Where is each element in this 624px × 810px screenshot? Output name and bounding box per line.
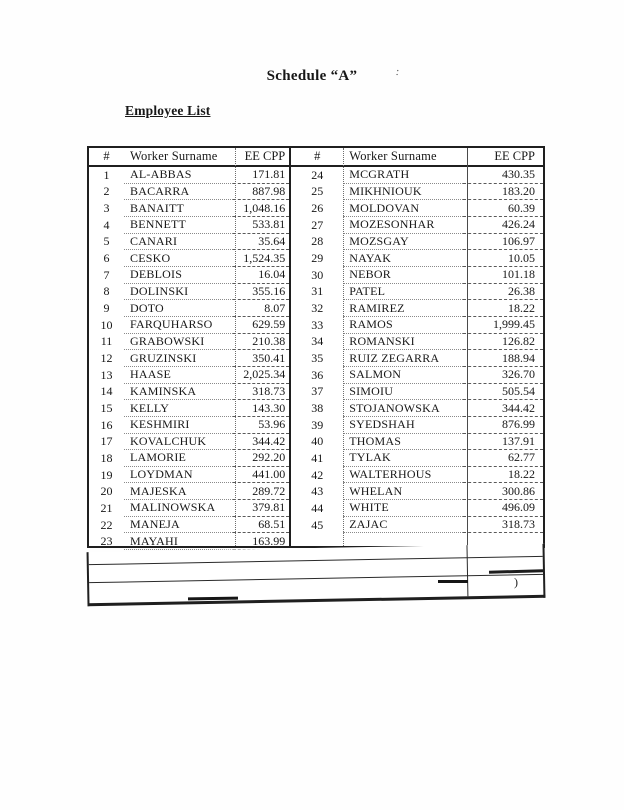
table-row (89, 500, 289, 517)
table-empty-rows-block (87, 544, 546, 606)
surname-cell: MAYAHI (124, 533, 233, 550)
surname-cell: MIKHNIOUK (343, 184, 463, 201)
cpp-amount-cell: 10.05 (463, 250, 543, 267)
header-cpp: EE CPP (244, 149, 286, 163)
surname-cell: BANAITT (124, 200, 233, 217)
cpp-amount-cell: 289.72 (233, 483, 289, 500)
table-row (291, 167, 543, 184)
cpp-amount-cell: 16.04 (233, 267, 289, 284)
table-row (291, 184, 543, 201)
surname-cell: MALINOWSKA (124, 500, 233, 517)
surname-cell: ZAJAC (343, 517, 463, 534)
cpp-amount-cell: 292.20 (233, 450, 289, 467)
surname-cell: DEBLOIS (124, 267, 233, 284)
table-row (89, 483, 289, 500)
cpp-amount-cell: 210.38 (233, 334, 289, 351)
table-row (291, 334, 543, 351)
cpp-amount-cell: 629.59 (233, 317, 289, 334)
cpp-amount-cell: 101.18 (463, 267, 543, 284)
header-number: # (314, 149, 321, 163)
cpp-amount-cell: 887.98 (233, 184, 289, 201)
table-row (89, 350, 289, 367)
row-number-cell: 31 (311, 284, 324, 299)
cpp-amount-cell: 62.77 (463, 450, 543, 467)
header-surname: Worker Surname (349, 149, 437, 163)
cpp-amount-cell: 318.73 (463, 517, 543, 534)
table-row (89, 250, 289, 267)
row-number-cell: 1 (103, 167, 110, 182)
row-number-cell: 2 (103, 184, 110, 199)
row-number-cell: 34 (311, 334, 324, 349)
row-number-cell: 28 (311, 234, 324, 249)
row-number-cell: 21 (100, 500, 113, 515)
table-row (89, 384, 289, 401)
table-row (89, 300, 289, 317)
table-row (291, 450, 543, 467)
surname-cell: KELLY (124, 400, 233, 417)
surname-cell: GRABOWSKI (124, 334, 233, 351)
table-row (291, 367, 543, 384)
cpp-amount-cell: 344.42 (233, 434, 289, 451)
surname-cell: FARQUHARSO (124, 317, 233, 334)
table-row (89, 217, 289, 234)
row-number-cell: 16 (100, 417, 113, 432)
cpp-amount-cell: 318.73 (233, 384, 289, 401)
cpp-amount-cell: 355.16 (233, 284, 289, 301)
cpp-amount-cell: 137.91 (463, 434, 543, 451)
header-surname: Worker Surname (130, 149, 218, 163)
table-row (291, 300, 543, 317)
surname-cell: NAYAK (343, 250, 463, 267)
cpp-amount-cell: 505.54 (463, 384, 543, 401)
column-divider-line (343, 148, 344, 546)
cpp-amount-cell: 430.35 (463, 167, 543, 184)
cpp-amount-cell: 35.64 (233, 234, 289, 251)
row-number-cell: 14 (100, 384, 113, 399)
cpp-amount-cell: 60.39 (463, 200, 543, 217)
surname-cell: KAMINSKA (124, 384, 233, 401)
row-number-cell: 19 (100, 467, 113, 482)
table-row (89, 167, 289, 184)
row-number-cell: 43 (311, 484, 324, 499)
header-cpp: EE CPP (494, 149, 535, 163)
row-number-cell: 39 (311, 417, 324, 432)
table-body-left (89, 167, 289, 550)
cpp-amount-cell: 126.82 (463, 334, 543, 351)
table-row (291, 317, 543, 334)
surname-cell: WALTERHOUS (343, 467, 463, 484)
cpp-amount-cell: 441.00 (233, 467, 289, 484)
employee-list-table (87, 146, 545, 548)
surname-cell: MOZSGAY (343, 234, 463, 251)
row-number-cell: 7 (103, 267, 110, 282)
surname-cell: BENNETT (124, 217, 233, 234)
surname-cell: THOMAS (343, 434, 463, 451)
cpp-amount-cell: 188.94 (463, 350, 543, 367)
surname-cell: SIMOIU (343, 384, 463, 401)
surname-cell: NEBOR (343, 267, 463, 284)
row-number-cell: 30 (311, 267, 324, 282)
surname-cell: WHELAN (343, 483, 463, 500)
surname-cell: AL-ABBAS (124, 167, 233, 184)
cpp-amount-cell: 68.51 (233, 517, 289, 534)
row-number-cell: 22 (100, 517, 113, 532)
table-row (89, 334, 289, 351)
row-number-cell: 35 (311, 351, 324, 366)
row-number-cell: 15 (100, 401, 113, 416)
table-row (89, 284, 289, 301)
surname-cell: KOVALCHUK (124, 434, 233, 451)
table-row (291, 483, 543, 500)
surname-cell: LOYDMAN (124, 467, 233, 484)
table-row (291, 350, 543, 367)
row-number-cell: 11 (100, 334, 113, 349)
table-row (291, 217, 543, 234)
row-number-cell: 5 (103, 234, 110, 249)
table-row (291, 384, 543, 401)
row-number-cell: 33 (311, 317, 324, 332)
surname-cell: MAJESKA (124, 483, 233, 500)
scan-artifact-mark: ) (514, 575, 518, 589)
surname-cell: MANEJA (124, 517, 233, 534)
surname-cell: MCGRATH (343, 167, 463, 184)
table-row (89, 400, 289, 417)
row-number-cell: 25 (311, 184, 324, 199)
table-row (291, 200, 543, 217)
surname-cell: RUIZ ZEGARRA (343, 350, 463, 367)
cpp-amount-cell: 326.70 (463, 367, 543, 384)
row-number-cell: 8 (103, 284, 110, 299)
cpp-amount-cell: 876.99 (463, 417, 543, 434)
table-row (89, 234, 289, 251)
row-number-cell: 36 (311, 367, 324, 382)
row-number-cell: 40 (311, 434, 324, 449)
cpp-amount-cell: 26.38 (463, 284, 543, 301)
row-number-cell: 27 (311, 217, 324, 232)
cpp-amount-cell: 183.20 (463, 184, 543, 201)
table-row (291, 467, 543, 484)
row-number-cell: 29 (311, 251, 324, 266)
cpp-amount-cell: 53.96 (233, 417, 289, 434)
surname-cell: LAMORIE (124, 450, 233, 467)
table-row (89, 467, 289, 484)
table-row (291, 250, 543, 267)
surname-cell: SYEDSHAH (343, 417, 463, 434)
section-heading: Employee List (125, 103, 211, 118)
table-row (89, 450, 289, 467)
row-number-cell: 26 (311, 201, 324, 216)
surname-cell: MOZESONHAR (343, 217, 463, 234)
cpp-amount-cell: 1,048.16 (233, 200, 289, 217)
cpp-amount-cell: 171.81 (233, 167, 289, 184)
surname-cell: STOJANOWSKA (343, 400, 463, 417)
row-number-cell: 38 (311, 401, 324, 416)
surname-cell: PATEL (343, 284, 463, 301)
surname-cell: WHITE (343, 500, 463, 517)
surname-cell: ROMANSKI (343, 334, 463, 351)
cpp-amount-cell: 379.81 (233, 500, 289, 517)
cpp-amount-cell: 496.09 (463, 500, 543, 517)
row-number-cell: 42 (311, 467, 324, 482)
cpp-amount-cell: 106.97 (463, 234, 543, 251)
row-number-cell: 45 (311, 517, 324, 532)
cpp-amount-cell: 426.24 (463, 217, 543, 234)
row-number-cell: 24 (311, 167, 324, 182)
table-row (89, 434, 289, 451)
cpp-amount-cell: 533.81 (233, 217, 289, 234)
surname-cell: RAMIREZ (343, 300, 463, 317)
cpp-amount-cell: 1,524.35 (233, 250, 289, 267)
cpp-amount-cell: 2,025.34 (233, 367, 289, 384)
ink-smudge-mark: : (394, 65, 401, 79)
cpp-amount-cell: 143.30 (233, 400, 289, 417)
row-number-cell: 17 (100, 434, 113, 449)
table-row (291, 517, 543, 534)
surname-cell: KESHMIRI (124, 417, 233, 434)
page-title: Schedule “A” (266, 68, 358, 84)
column-divider-line (467, 148, 468, 546)
column-divider-line (235, 148, 236, 546)
table-row (291, 417, 543, 434)
table-row (89, 184, 289, 201)
table-right-half (289, 148, 543, 546)
row-number-cell: 13 (100, 367, 113, 382)
cpp-amount-cell: 1,999.45 (463, 317, 543, 334)
table-row (89, 533, 289, 550)
table-row (89, 267, 289, 284)
row-number-cell: 12 (100, 351, 113, 366)
table-row (89, 417, 289, 434)
cpp-amount-cell: 8.07 (233, 300, 289, 317)
row-number-cell: 32 (311, 301, 324, 316)
row-number-cell: 23 (100, 534, 113, 549)
table-header-row (89, 148, 289, 167)
surname-cell: MOLDOVAN (343, 200, 463, 217)
surname-cell: CANARI (124, 234, 233, 251)
row-number-cell: 6 (103, 251, 110, 266)
cpp-amount-cell: 163.99 (233, 533, 289, 550)
row-number-cell: 18 (100, 450, 113, 465)
row-number-cell: 44 (311, 500, 324, 515)
surname-cell: BACARRA (124, 184, 233, 201)
table-row (89, 200, 289, 217)
table-row (291, 267, 543, 284)
surname-cell: CESKO (124, 250, 233, 267)
cpp-amount-cell: 344.42 (463, 400, 543, 417)
cpp-amount-cell: 300.86 (463, 483, 543, 500)
surname-cell: RAMOS (343, 317, 463, 334)
table-row (291, 434, 543, 451)
table-row (89, 317, 289, 334)
table-row (89, 367, 289, 384)
table-row (291, 500, 543, 517)
table-header-row (291, 148, 543, 167)
row-number-cell: 20 (100, 484, 113, 499)
surname-cell: GRUZINSKI (124, 350, 233, 367)
row-number-cell: 9 (103, 301, 110, 316)
surname-cell: HAASE (124, 367, 233, 384)
row-number-cell: 41 (311, 450, 324, 465)
table-row (89, 517, 289, 534)
row-number-cell: 37 (311, 384, 324, 399)
row-number-cell: 3 (103, 201, 110, 216)
surname-cell: SALMON (343, 367, 463, 384)
surname-cell: DOTO (124, 300, 233, 317)
header-number: # (103, 149, 110, 163)
cpp-amount-cell: 18.22 (463, 300, 543, 317)
surname-cell: DOLINSKI (124, 284, 233, 301)
row-number-cell: 4 (103, 217, 110, 232)
table-body-right (291, 167, 543, 533)
cpp-amount-cell: 350.41 (233, 350, 289, 367)
table-row (291, 234, 543, 251)
table-left-half (89, 148, 289, 549)
surname-cell: TYLAK (343, 450, 463, 467)
table-row (291, 284, 543, 301)
cpp-amount-cell: 18.22 (463, 467, 543, 484)
row-number-cell: 10 (100, 317, 113, 332)
table-row (291, 400, 543, 417)
scan-artifact-dash (438, 580, 468, 583)
